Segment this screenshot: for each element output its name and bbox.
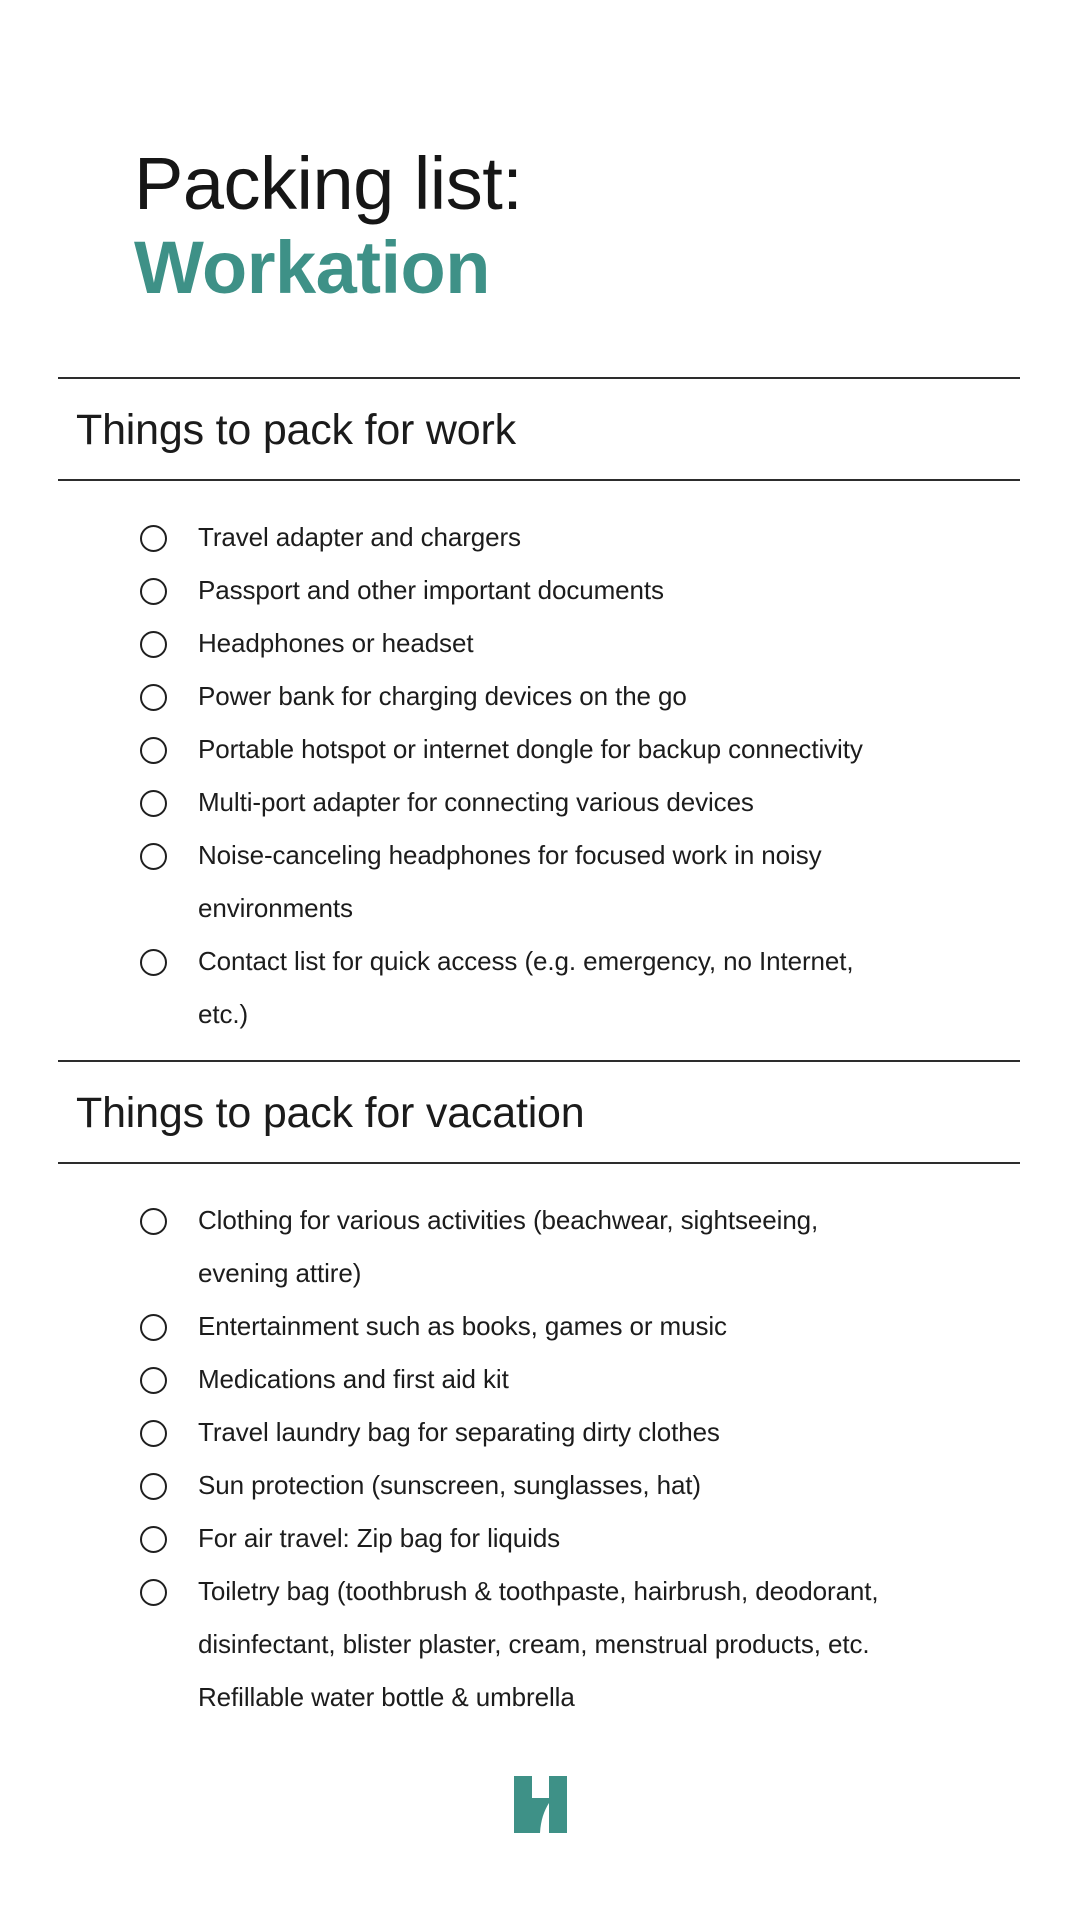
checklist-item-line: Power bank for charging devices on the go (198, 681, 687, 711)
sections-container (0, 377, 1080, 1724)
checklist-item (140, 935, 1080, 1041)
item-text (198, 1406, 720, 1459)
checkbox-circle[interactable] (140, 790, 167, 817)
item-text (198, 617, 473, 670)
checklist-item (140, 1512, 1080, 1565)
item-text (198, 935, 853, 1041)
checkbox-circle[interactable] (140, 525, 167, 552)
item-text (198, 564, 664, 617)
checklist-item (140, 1565, 1080, 1724)
checklist-item-line: Passport and other important documents (198, 575, 664, 605)
checklist-item-line: Toiletry bag (toothbrush & toothpaste, hairbrush, deodorant, (198, 1576, 879, 1606)
page-title-highlight: Workation (134, 226, 490, 309)
checklist-item-line: Refillable water bottle & umbrella (198, 1682, 575, 1712)
item-text (198, 670, 687, 723)
checklist-item-line: Noise-canceling headphones for focused work in noisy (198, 840, 822, 870)
checkbox-circle[interactable] (140, 1314, 167, 1341)
checklist-item-line: Portable hotspot or internet dongle for backup connectivity (198, 734, 863, 764)
checklist-item-line: Entertainment such as books, games or music (198, 1311, 727, 1341)
checklist-item-line: evening attire) (198, 1258, 362, 1288)
section (0, 1060, 1080, 1724)
checklist-item-line: For air travel: Zip bag for liquids (198, 1523, 561, 1553)
checklist-item (140, 1353, 1080, 1406)
checklist-item (140, 776, 1080, 829)
checklist-item (140, 1459, 1080, 1512)
item-text (198, 1353, 509, 1406)
checklist-item-line: Medications and first aid kit (198, 1364, 509, 1394)
item-text (198, 1459, 701, 1512)
section-heading: Things to pack for work (76, 406, 516, 454)
h-logo (514, 1776, 567, 1833)
item-text (198, 776, 754, 829)
checklist-item (140, 829, 1080, 935)
checkbox-circle[interactable] (140, 684, 167, 711)
section-heading: Things to pack for vacation (76, 1089, 585, 1137)
checklist-item (140, 617, 1080, 670)
checklist-item-line: Travel adapter and chargers (198, 522, 521, 552)
checkbox-circle[interactable] (140, 1420, 167, 1447)
checklist-item-line: environments (198, 893, 353, 923)
checkbox-circle[interactable] (140, 1579, 167, 1606)
checkbox-circle[interactable] (140, 1208, 167, 1235)
checkbox-circle[interactable] (140, 949, 167, 976)
page-title-prefix: Packing list: (134, 142, 523, 225)
checklist-item (140, 1194, 1080, 1300)
item-text (198, 1300, 727, 1353)
checklist-item (140, 670, 1080, 723)
checklist-item (140, 1300, 1080, 1353)
checkbox-circle[interactable] (140, 737, 167, 764)
checkbox-circle[interactable] (140, 843, 167, 870)
checklist-item (140, 511, 1080, 564)
checklist (0, 1164, 1080, 1724)
item-text (198, 829, 822, 935)
checklist-item-line: Sun protection (sunscreen, sunglasses, hat) (198, 1470, 701, 1500)
checkbox-circle[interactable] (140, 1367, 167, 1394)
checkbox-circle[interactable] (140, 631, 167, 658)
item-text (198, 511, 521, 564)
item-text (198, 1565, 879, 1724)
checklist-item-line: etc.) (198, 999, 249, 1029)
item-text (198, 1194, 818, 1300)
checklist-item-line: Contact list for quick access (e.g. emergency, no Internet, (198, 946, 854, 976)
checklist (0, 481, 1080, 1060)
checklist-item (140, 1406, 1080, 1459)
footer (0, 1776, 1080, 1838)
checklist-item-line: Travel laundry bag for separating dirty clothes (198, 1417, 720, 1447)
item-text (198, 1512, 560, 1565)
checklist-item-line: Multi-port adapter for connecting various devices (198, 787, 754, 817)
page-title (134, 0, 1080, 310)
checkbox-circle[interactable] (140, 1526, 167, 1553)
checklist-item-line: Clothing for various activities (beachwear, sightseeing, (198, 1205, 819, 1235)
checkbox-circle[interactable] (140, 578, 167, 605)
section (0, 377, 1080, 1060)
item-text (198, 723, 863, 776)
checklist-item-line: Headphones or headset (198, 628, 474, 658)
checklist-item (140, 723, 1080, 776)
checkbox-circle[interactable] (140, 1473, 167, 1500)
checklist-item (140, 564, 1080, 617)
checklist-item-line: disinfectant, blister plaster, cream, menstrual products, etc. (198, 1629, 870, 1659)
